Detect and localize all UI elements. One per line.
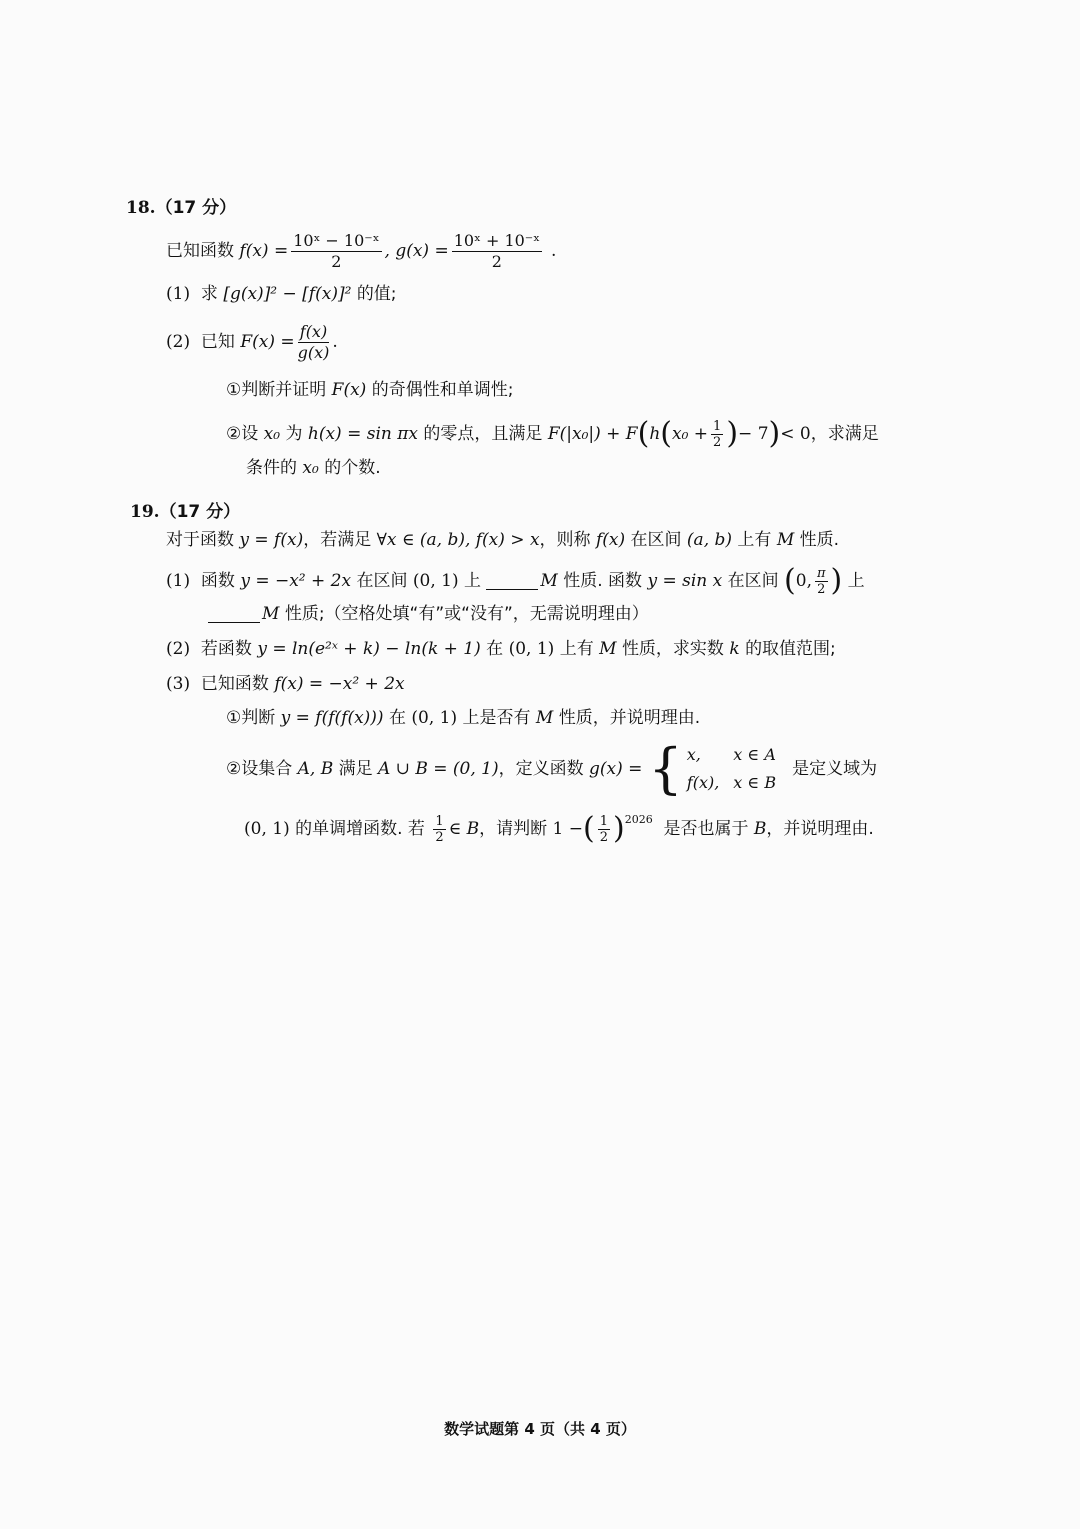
q19-part1-g: 性质;（空格处填“有”或“没有”，无需说明理由） [284, 604, 649, 624]
q18-sub2-lt0: < 0 [780, 424, 811, 444]
q18-F-numerator: f(x) [299, 321, 328, 341]
q18-sub1-text-end: 的奇偶性和单调性; [371, 380, 514, 400]
q19-part1-f2: y = sin x [647, 571, 723, 591]
q19-part2-M: M [599, 639, 617, 659]
q19-part1-int: (0, 1) [412, 571, 459, 591]
q19-part3-a: 已知函数 [200, 674, 269, 694]
q18-sub2-paren-open-inner: ( [660, 416, 672, 451]
q19-sub2-line2 [244, 806, 874, 852]
q19-stem-fx: f(x) [595, 530, 626, 550]
q19-part1 [166, 560, 865, 602]
q18-sub2-line2-text: 条件的 [246, 458, 297, 478]
q19-sub2-case1 [683, 741, 786, 769]
q19-sub2-pow-fraction [598, 814, 610, 845]
q19-sub2-line2-c: ，请判断 [479, 819, 548, 839]
q18-sub1-text: 判断并证明 [241, 380, 327, 400]
q19-sub2-case2-val: f(x), [686, 773, 720, 792]
q19-sub2-g: g(x) = [589, 759, 643, 779]
q18-f-fraction [291, 231, 381, 272]
q18-part1-expr: [g(x)]² − [f(x)]² [223, 284, 352, 304]
q19-part2-a: 若函数 [200, 639, 252, 659]
q18-sub2-x0: x₀ [263, 424, 281, 444]
q19-sub2-half-den: 2 [435, 829, 444, 845]
q19-sub2-line2-d: 是否也属于 [663, 819, 749, 839]
q19-sub1-b: 在 [388, 708, 406, 728]
q19-part2 [166, 637, 836, 661]
q18-sub2-mark: ② [226, 424, 242, 444]
q19-stem-a: 对于函数 [166, 530, 234, 550]
q18-part2-label: (2) [166, 332, 191, 352]
q18-sub1 [226, 378, 513, 402]
q19-sub2-brace: { [648, 737, 683, 800]
q19-part2-d: 性质，求实数 [621, 639, 724, 659]
q19-sub1-d: 性质，并说明理由. [558, 708, 701, 728]
q19-sub1-f: y = f(f(f(x))) [280, 708, 384, 728]
q19-sub2-AB: A, B [297, 759, 334, 779]
q19-part2-c: 上有 [559, 639, 594, 659]
q19-part2-e: 的取值范围; [745, 639, 836, 659]
q19-part3-f: f(x) = −x² + 2x [274, 674, 405, 694]
q19-sub2-exponent: 2026 [624, 813, 653, 826]
q19-stem-y: y = f(x) [239, 530, 304, 550]
q19-sub2-cases-table [683, 741, 786, 797]
q18-sub2-expr-a: F(|x₀|) + F [547, 424, 638, 444]
q19-part3-label: (3) [166, 674, 191, 694]
q18-sub2-expr-h: h [649, 424, 661, 444]
q18-part1-text: 求 [200, 284, 218, 304]
q18-sub2-paren-close: ) [768, 416, 781, 451]
q19-part2-b: 在 [486, 639, 504, 659]
q19-part1-f: 上 [847, 571, 865, 591]
q18-F-lhs: F(x) = [240, 332, 295, 352]
q19-part1-c: 上 [464, 571, 482, 591]
q18-f-denominator: 2 [331, 251, 342, 271]
q19-part3 [166, 672, 405, 696]
q18-F-denominator: g(x) [297, 342, 330, 362]
q18-sub2-expr-x0: x₀ + [671, 424, 709, 444]
q18-sub2-text-c: 的零点，且满足 [423, 424, 543, 444]
q19-sub2-d: 是定义域为 [792, 759, 878, 779]
q19-sub2-line2-e: ，并说明理由. [766, 819, 874, 839]
q19-part1-pi: π [817, 565, 826, 581]
q18-g-fraction [452, 231, 542, 272]
q19-sub2-line2-a: 的单调增函数. 若 [295, 819, 425, 839]
q18-F-fraction [298, 322, 330, 363]
q18-g-lhs: , g(x) = [384, 241, 449, 261]
q19-sub2-one-minus: 1 − [552, 819, 583, 839]
q19-sub2-case1-cond: x ∈ A [733, 745, 776, 764]
q18-part1-text-end: 的值; [356, 284, 397, 304]
q19-stem-d: 在区间 [630, 530, 682, 550]
q18-sub2-line2-x0: x₀ [302, 458, 319, 478]
q19-sub2-paren-close: ) [612, 811, 625, 846]
q19-stem-f: 性质. [799, 530, 840, 550]
q19-part1-blank1[interactable] [486, 573, 538, 590]
q19-part1-M1: M [540, 571, 558, 591]
q19-part1-int2: 0, [795, 571, 812, 591]
q19-stem-c: ，则称 [539, 530, 591, 550]
q19-stem-cond: ∀x ∈ (a, b), f(x) > x [376, 530, 540, 550]
q18-part2 [166, 318, 338, 366]
q19-part1-pi-fraction [815, 566, 828, 597]
q18-part1 [166, 282, 397, 306]
q18-g-numerator: 10ˣ + 10⁻ˣ [453, 230, 541, 250]
q19-sub2-paren-open: ( [582, 811, 595, 846]
q18-g-denominator: 2 [491, 251, 502, 271]
q19-points: （17 分） [159, 502, 241, 522]
q18-number: 18. [126, 198, 156, 218]
q19-sub2-union: A ∪ B = (0, 1) [378, 759, 499, 779]
q19-part2-f: y = ln(e²ˣ + k) − ln(k + 1) [257, 639, 481, 659]
q18-sub1-expr: F(x) [331, 380, 367, 400]
q18-f-lhs: f(x) = [239, 241, 289, 261]
q18-sub2-paren-open: ( [637, 416, 650, 451]
q18-stem [166, 228, 556, 274]
q19-part1-f1: y = −x² + 2x [240, 571, 352, 591]
q18-sub2 [226, 414, 879, 454]
q19-sub2-pow-den: 2 [599, 829, 608, 845]
q19-sub2-case1-val: x, [686, 745, 701, 764]
q18-heading [126, 196, 236, 220]
q19-heading [130, 500, 240, 524]
q19-sub2-line2-int: (0, 1) [244, 819, 290, 839]
q19-part1-b: 在区间 [356, 571, 408, 591]
q19-part2-k: k [729, 639, 740, 659]
q19-part1-two: 2 [817, 581, 826, 597]
q18-sub1-mark: ① [226, 380, 242, 400]
q18-sub2-minus7: − 7 [738, 424, 769, 444]
q18-part2-end: . [332, 332, 338, 352]
q18-stem-end: . [551, 241, 557, 261]
q19-part1-a: 函数 [200, 571, 235, 591]
q18-sub2-text-b: 为 [285, 424, 303, 444]
page-footer: 数学试题第 4 页（共 4 页） [444, 1420, 636, 1438]
q19-sub2-a: 设集合 [241, 759, 293, 779]
q19-stem-b: ，若满足 [303, 530, 372, 550]
q18-sub2-text-d: ，求满足 [810, 424, 879, 444]
q19-stem [166, 528, 839, 552]
q18-part1-label: (1) [166, 284, 191, 304]
q19-sub1-a: 判断 [241, 708, 276, 728]
q18-sub2-half [711, 419, 723, 450]
q19-sub1 [226, 706, 700, 730]
q19-part1-line2 [208, 602, 649, 626]
q18-f-numerator: 10ˣ − 10⁻ˣ [293, 230, 380, 250]
q19-part1-blank2[interactable] [208, 606, 260, 623]
q19-part1-e: 在区间 [727, 571, 779, 591]
q19-sub2-piecewise [648, 737, 786, 800]
q19-number: 19. [130, 502, 160, 522]
q19-part1-M2: M [262, 604, 280, 624]
q18-sub2-half-num: 1 [713, 418, 722, 434]
q19-stem-e: 上有 [737, 530, 772, 550]
q19-sub2-half-num: 1 [435, 813, 444, 829]
q18-sub2-paren-close-inner: ) [726, 416, 739, 451]
q19-part1-paren-close: ) [830, 563, 843, 598]
q18-sub2-line2 [246, 456, 381, 480]
q19-part1-d: 性质. 函数 [563, 571, 643, 591]
q19-sub1-M: M [535, 708, 554, 728]
q18-sub2-line2-end: 的个数. [324, 458, 381, 478]
q19-part2-int: (0, 1) [508, 639, 555, 659]
q19-part1-label: (1) [166, 571, 191, 591]
q19-sub2-b: 满足 [338, 759, 373, 779]
q18-stem-text: 已知函数 [166, 241, 234, 261]
q19-stem-M: M [776, 530, 795, 550]
q19-sub1-c: 上是否有 [462, 708, 531, 728]
q19-stem-ab: (a, b) [686, 530, 733, 550]
q18-part2-text: 已知 [200, 332, 235, 352]
q19-sub2-case2-cond: x ∈ B [733, 773, 777, 792]
q19-sub2-B: B [753, 819, 767, 839]
q19-sub2 [226, 737, 878, 800]
q19-sub2-pow-num: 1 [599, 813, 608, 829]
q19-sub1-int: (0, 1) [411, 708, 458, 728]
q19-sub2-line2-b: ∈ B [448, 819, 480, 839]
q19-sub1-mark: ① [226, 708, 242, 728]
q18-sub2-h: h(x) = sin πx [307, 424, 419, 444]
q19-sub2-mark: ② [226, 759, 242, 779]
q19-part1-paren-open: ( [784, 563, 796, 598]
q19-part2-label: (2) [166, 639, 191, 659]
q18-sub2-text-a: 设 [241, 424, 259, 444]
q19-sub2-half [433, 814, 445, 845]
q18-sub2-half-den: 2 [713, 434, 722, 450]
q19-sub2-case2 [683, 769, 786, 797]
q18-points: （17 分） [155, 198, 237, 218]
q19-sub2-c: ，定义函数 [498, 759, 584, 779]
